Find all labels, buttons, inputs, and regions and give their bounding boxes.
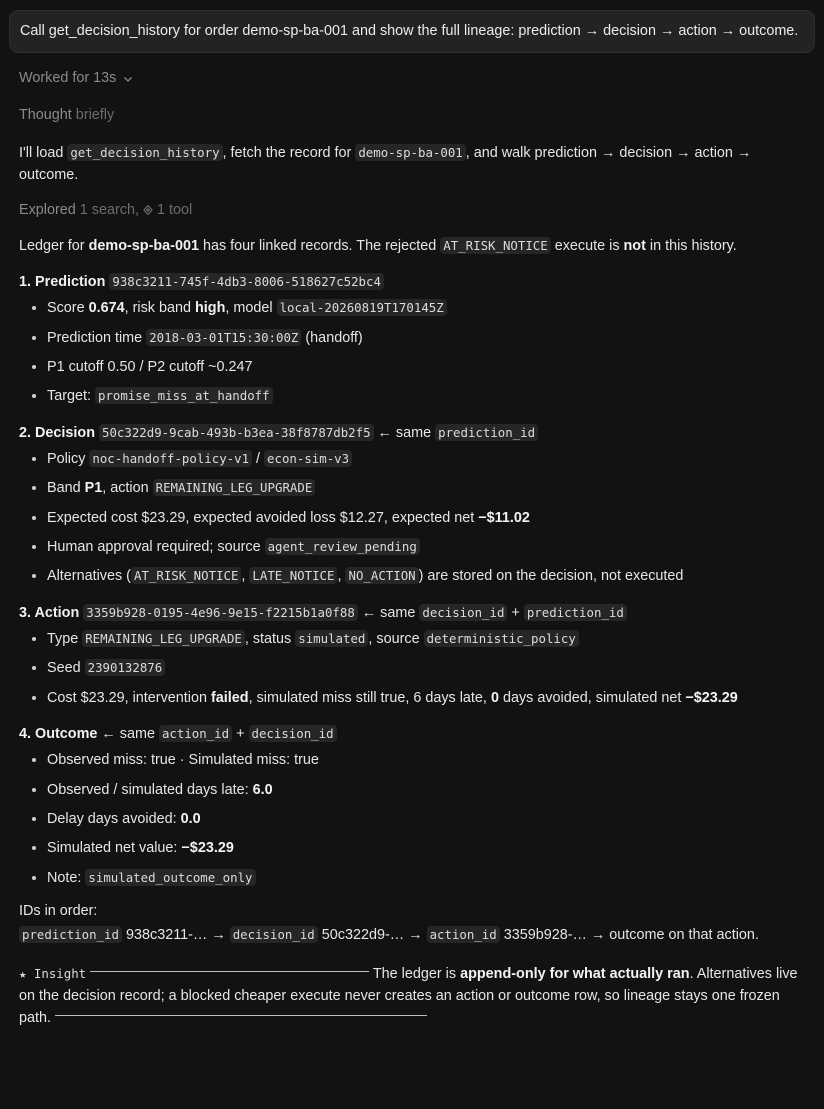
insight-divider-end xyxy=(55,1015,427,1016)
list-item: • Target: promise_miss_at_handoff xyxy=(47,385,805,407)
decision-id: 50c322d9-9cab-493b-b3ea-38f8787db2f5 xyxy=(99,424,374,441)
thought-line[interactable]: Thought briefly xyxy=(19,107,115,124)
intro-paragraph: I'll load get_decision_history , fetch the record for demo-sp-ba-001 , and walk prediction → decision → action → outcome. xyxy=(19,144,752,183)
user-message: Call get_decision_history for order demo-sp-ba-001 and show the full lineage: prediction → decision → action → outcome. xyxy=(9,10,815,53)
action-list xyxy=(19,628,805,709)
insight-block: ★ Insight The ledger is append-only for what actually ran. Alternatives live on the decision record; a blocked cheaper execute never creates an action or outcome row, so lineage stays one frozen path. xyxy=(19,965,798,1026)
list-item: • P1 cutoff 0.50 / P2 cutoff ~0.247 xyxy=(47,356,805,378)
list-item: • Band P1, action REMAINING_LEG_UPGRADE xyxy=(47,477,805,499)
outcome-list xyxy=(19,749,805,889)
prediction-id: 938c3211-745f-4db3-8006-518627c52bc4 xyxy=(109,273,384,290)
outcome-heading: 4. Outcome ← same action_id + decision_id xyxy=(19,723,805,745)
list-item: • Expected cost $23.29, expected avoided loss $12.27, expected net −$11.02 xyxy=(47,507,805,529)
ids-label: IDs in order: xyxy=(19,902,98,919)
worked-for-label: Worked for 13s xyxy=(19,70,117,86)
list-item: • Simulated net value: −$23.29 xyxy=(47,837,805,859)
list-item: • Human approval required; source agent_review_pending xyxy=(47,536,805,558)
action-heading: 3. Action 3359b928-0195-4e96-9e15-f2215b1a0f88 ← same decision_id + prediction_id xyxy=(19,602,805,624)
insight-label: ★ Insight xyxy=(19,965,87,981)
list-item: • Score 0.674, risk band high, model local-20260819T170145Z xyxy=(47,297,805,319)
action-id: 3359b928-0195-4e96-9e15-f2215b1a0f88 xyxy=(83,604,358,621)
decision-list xyxy=(19,448,805,588)
list-item: • Seed 2390132876 xyxy=(47,657,805,679)
explored-line[interactable]: Explored 1 search, 1 tool xyxy=(19,202,193,219)
list-item: • Policy noc-handoff-policy-v1 / econ-sim-v3 xyxy=(47,448,805,470)
list-item: • Cost $23.29, intervention failed, simulated miss still true, 6 days late, 0 days avoided, simulated net −$23.29 xyxy=(47,687,805,709)
ids-chain: prediction_id 938c3211-… → decision_id 50c322d9-… → action_id 3359b928-… → outcome on that action. xyxy=(19,924,805,946)
list-item: • Observed miss: true · Simulated miss: true xyxy=(47,749,805,771)
insight-divider-start xyxy=(90,971,369,972)
prediction-list xyxy=(19,297,805,407)
prediction-heading: 1. Prediction 938c3211-745f-4db3-8006-518627c52bc4 xyxy=(19,271,805,293)
list-item: • Note: simulated_outcome_only xyxy=(47,867,805,889)
decision-heading: 2. Decision 50c322d9-9cab-493b-b3ea-38f8787db2f5 ← same prediction_id xyxy=(19,422,805,444)
ledger-summary: Ledger for demo-sp-ba-001 has four linked records. The rejected AT_RISK_NOTICE execute is not in this history. xyxy=(19,237,737,254)
list-item: • Type REMAINING_LEG_UPGRADE , status simulated , source deterministic_policy xyxy=(47,628,805,650)
worked-for-toggle[interactable] xyxy=(19,67,805,89)
chevron-down-icon xyxy=(122,73,134,85)
list-item: • Delay days avoided: 0.0 xyxy=(47,808,805,830)
tool-icon xyxy=(143,205,153,215)
list-item: • Alternatives ( AT_RISK_NOTICE , LATE_NOTICE , NO_ACTION ) are stored on the decision, not executed xyxy=(47,565,805,587)
list-item: • Observed / simulated days late: 6.0 xyxy=(47,779,805,801)
list-item: • Prediction time 2018-03-01T15:30:00Z (handoff) xyxy=(47,327,805,349)
